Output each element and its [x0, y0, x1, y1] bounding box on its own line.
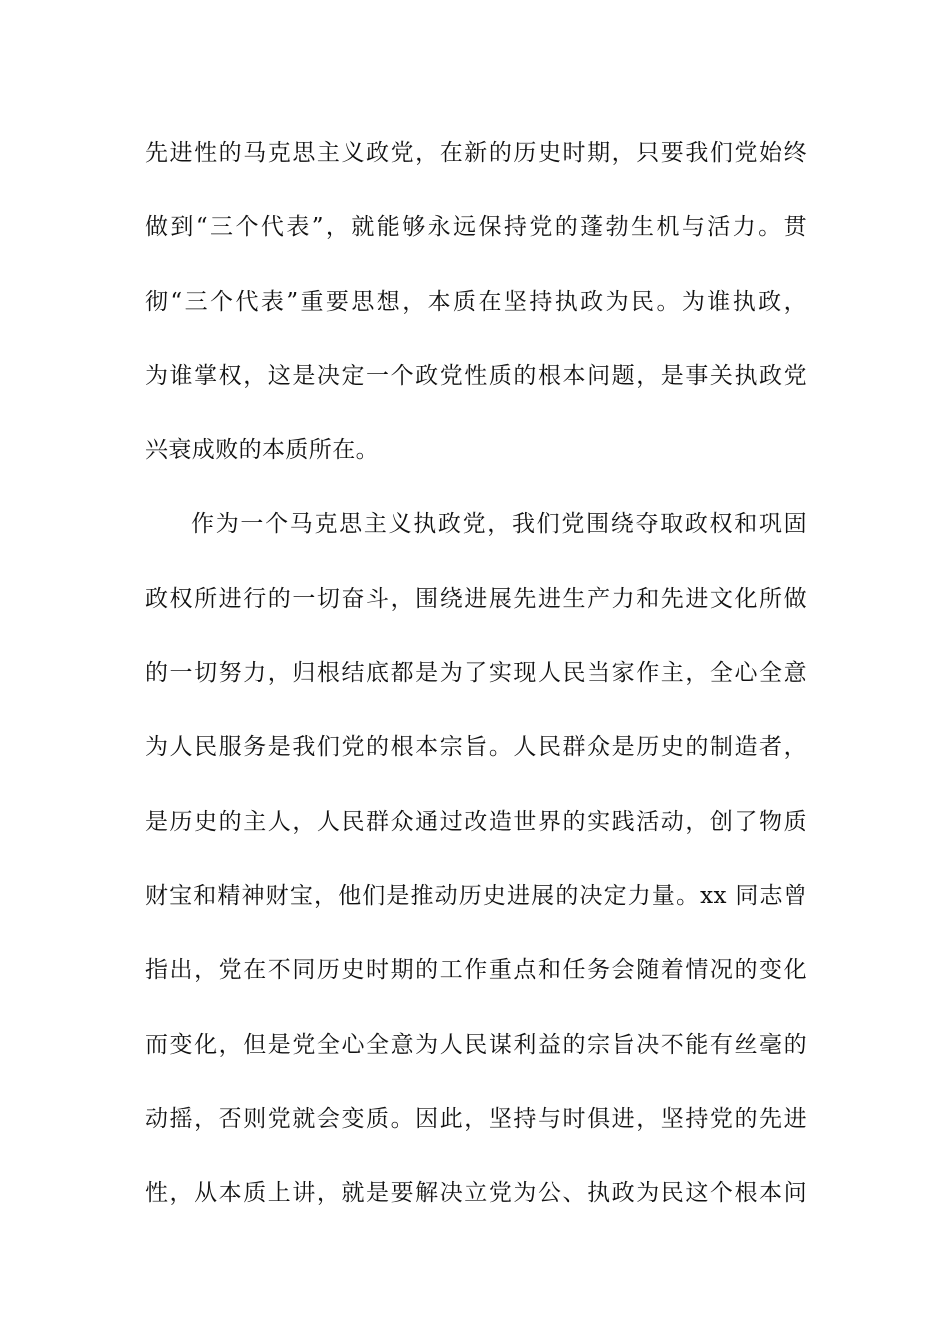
paragraph-1-line-1: 先进性的马克思主义政党，在新的历史时期，只要我们党始终: [145, 140, 807, 166]
document-body: [145, 127, 807, 1241]
paragraph-1-line-3: 彻“三个代表”重要思想，本质在坚持执政为民。为谁执政，: [145, 288, 807, 315]
paragraph-2-line-6: 财宝和精神财宝，他们是推动历史进展的决定力量。xx 同志曾: [145, 882, 807, 909]
paragraph-2-line-10: 性，从本质上讲，就是要解决立党为公、执政为民这个根本问: [145, 1180, 807, 1207]
paragraph-2-line-2: 政权所进行的一切奋斗，围绕进展先进生产力和先进文化所做: [145, 585, 807, 612]
paragraph-2-line-3: 的一切努力，归根结底都是为了实现人民当家作主，全心全意: [145, 660, 807, 687]
paragraph-2-line-9: 动摇，否则党就会变质。因此，坚持与时俱进，坚持党的先进: [145, 1105, 807, 1132]
paragraph-2-line-8: 而变化，但是党全心全意为人民谋利益的宗旨决不能有丝毫的: [145, 1031, 807, 1058]
paragraph-1-line-4: 为谁掌权，这是决定一个政党性质的根本问题，是事关执政党: [145, 362, 807, 389]
paragraph-2-line-5: 是历史的主人，人民群众通过改造世界的实践活动，创了物质: [145, 808, 807, 835]
paragraph-2-line-4: 为人民服务是我们党的根本宗旨。人民群众是历史的制造者，: [145, 734, 807, 761]
paragraph-2-line-1: 作为一个马克思主义执政党，我们党围绕夺取政权和巩固: [191, 511, 807, 538]
paragraph-2-line-7: 指出，党在不同历史时期的工作重点和任务会随着情况的变化: [145, 957, 807, 984]
paragraph-1-line-5: 兴衰成败的本质所在。: [145, 437, 379, 464]
paragraph-1-line-2: 做到“三个代表”，就能够永远保持党的蓬勃生机与活力。贯: [145, 214, 807, 241]
